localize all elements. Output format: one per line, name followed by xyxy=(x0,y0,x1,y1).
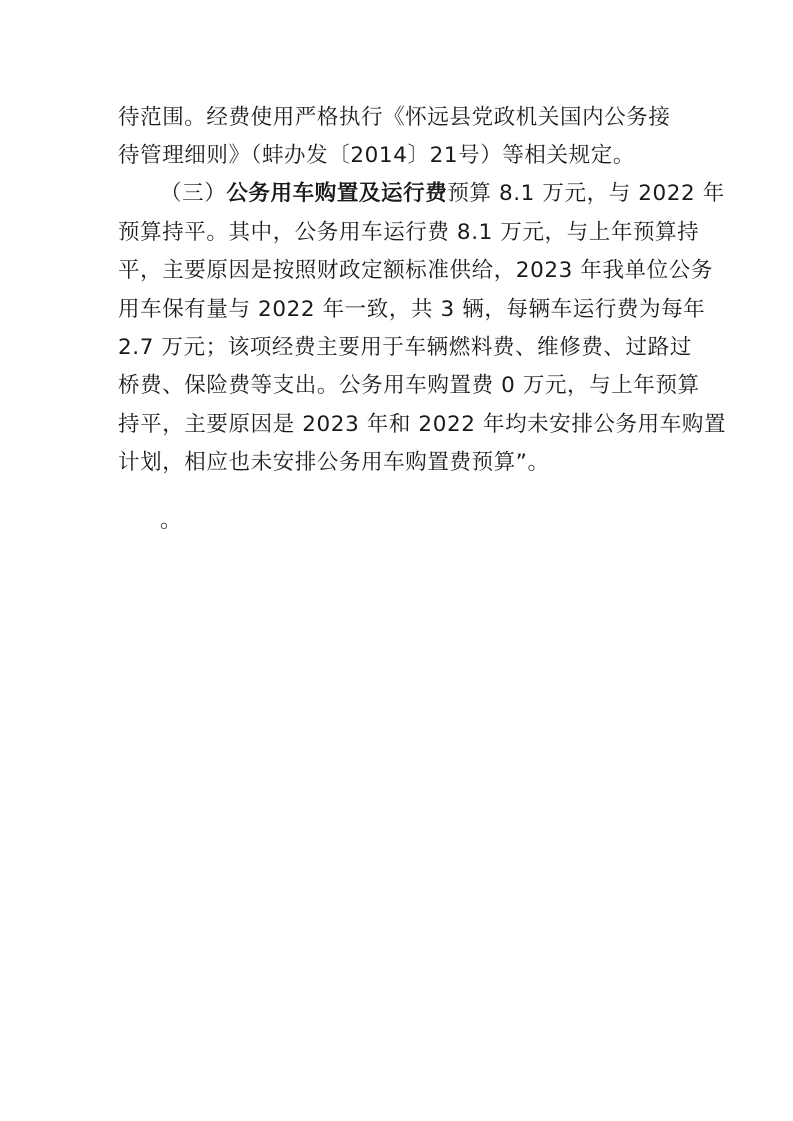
paragraph-line: 平，主要原因是按照财政定额标准供给，2023 年我单位公务 xyxy=(118,258,713,283)
paragraph-line: 计划，相应也未安排公务用车购置费预算”。 xyxy=(118,450,550,475)
section-heading-line xyxy=(160,179,725,209)
paragraph-line: 预算持平。其中，公务用车运行费 8.1 万元，与上年预算持 xyxy=(118,220,700,245)
paragraph-line: 2.7 万元；该项经费主要用于车辆燃料费、维修费、过路过 xyxy=(118,335,692,360)
section-heading: 公务用车购置及运行费 xyxy=(226,181,448,206)
paragraph-line: 持平，主要原因是 2023 年和 2022 年均未安排公务用车购置 xyxy=(118,412,727,437)
paragraph-line: 待管理细则》（蚌办发〔2014〕21号）等相关规定。 xyxy=(118,143,635,168)
paragraph-line: 用车保有量与 2022 年一致，共 3 辆，每辆车运行费为每年 xyxy=(118,297,706,322)
paragraph-line: 桥费、保险费等支出。公务用车购置费 0 万元，与上年预算 xyxy=(118,373,700,398)
paragraph-line: 待范围。经费使用严格执行《怀远县党政机关国内公务接 xyxy=(118,105,671,130)
trailing-punctuation: 。 xyxy=(160,508,183,533)
section-marker: （三） xyxy=(160,181,227,206)
section-heading-text: 预算 8.1 万元，与 2022 年 xyxy=(447,181,725,206)
